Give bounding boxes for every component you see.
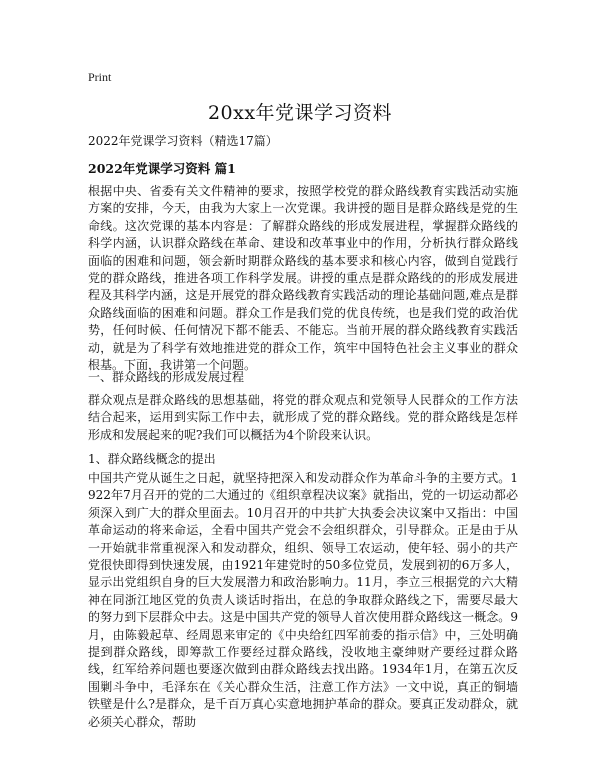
paragraph-intro: 根据中央、省委有关文件精神的要求，按照学校党的群众路线教育实践活动实施方案的安排，今天，由我为大家上一次党课。我讲授的题目是群众路线是党的生命线。这次党课的基本内容是：了解群众路线的形成发展进程，掌握群众路线的科学内涵，认识群众路线在革命、建设和改革事业中的作用，分析执行群众路线面临的困难和问题，领会新时期群众路线的基本要求和核心内容，做到自觉践行党的群众路线，推进各项工作科学发展。讲授的重点是群众路线的的形成发展进程及其科学内涵，这是开展党的群众路线教育实践活动的理论基础问题,难点是群众路线面临的困难和问题。群众工作是我们党的优良传统，也是我们党的政治优势，任何时候、任何情况下都不能丢、不能忘。当前开展的群众路线教育实践活动，就是为了科学有效地推进党的群众工作，筑牢中国特色社会主义事业的群众根基。下面，我讲第一个问题。 bbox=[88, 184, 518, 373]
paragraph-formation: 群众观点是群众路线的思想基础，将党的群众观点和党领导人民群众的工作方法结合起来，运用到实际工作中去，就形成了党的群众路线。党的群众路线是怎样形成和发展起来的呢?我们可以概括为4个阶段来认识。 bbox=[88, 393, 518, 442]
subheading-concept: 1、群众路线概念的提出 bbox=[88, 452, 216, 466]
document-subtitle: 2022年党课学习资料（精选17篇） bbox=[88, 134, 278, 148]
print-link[interactable]: Print bbox=[88, 70, 112, 84]
document-title: 20xx年党课学习资料 bbox=[207, 102, 393, 124]
subheading-formation: 一、群众路线的形成发展过程 bbox=[88, 370, 245, 384]
paragraph-concept: 中国共产党从诞生之日起，就坚持把深入和发动群众作为革命斗争的主要方式。1922年7月召开的党的二大通过的《组织章程决议案》就指出，党的一切运动都必须深入到广大的群众里面去。10月召开的中共扩大执委会决议案中又指出：中国革命运动的将来命运，全看中国共产党会不会组织群众，引导群众。正是由于从一开始就非常重视深入和发动群众，组织、领导工农运动，使年轻、弱小的共产党很快即得到快速发展，由1921年建党时的50多位党员，发展到初的6万多人，显示出党组织自身的巨大发展潜力和政治影响力。11月，李立三根据党的六大精神在同浙江地区党的负责人谈话时指出，在总的争取群众路线之下，需要尽最大的努力到下层群众中去。这是中国共产党的领导人首次使用群众路线这一概念。9月，由陈毅起草、经周恩来审定的《中央给红四军前委的指示信》中，三处明确提到群众路线，即筹款工作要经过群众路线，没收地主豪绅财产要经过群众路线，红军给养问题也要逐次做到由群众路线去找出路。1934年1月，在第五次反围剿斗争中，毛泽东在《关心群众生活，注意工作方法》一文中说，真正的铜墙铁壁是什么?是群众，是千百万真心实意地拥护革命的群众。要真正发动群众，就必须关心群众，帮助 bbox=[88, 471, 518, 729]
section-heading: 2022年党课学习资料 篇1 bbox=[88, 161, 236, 176]
